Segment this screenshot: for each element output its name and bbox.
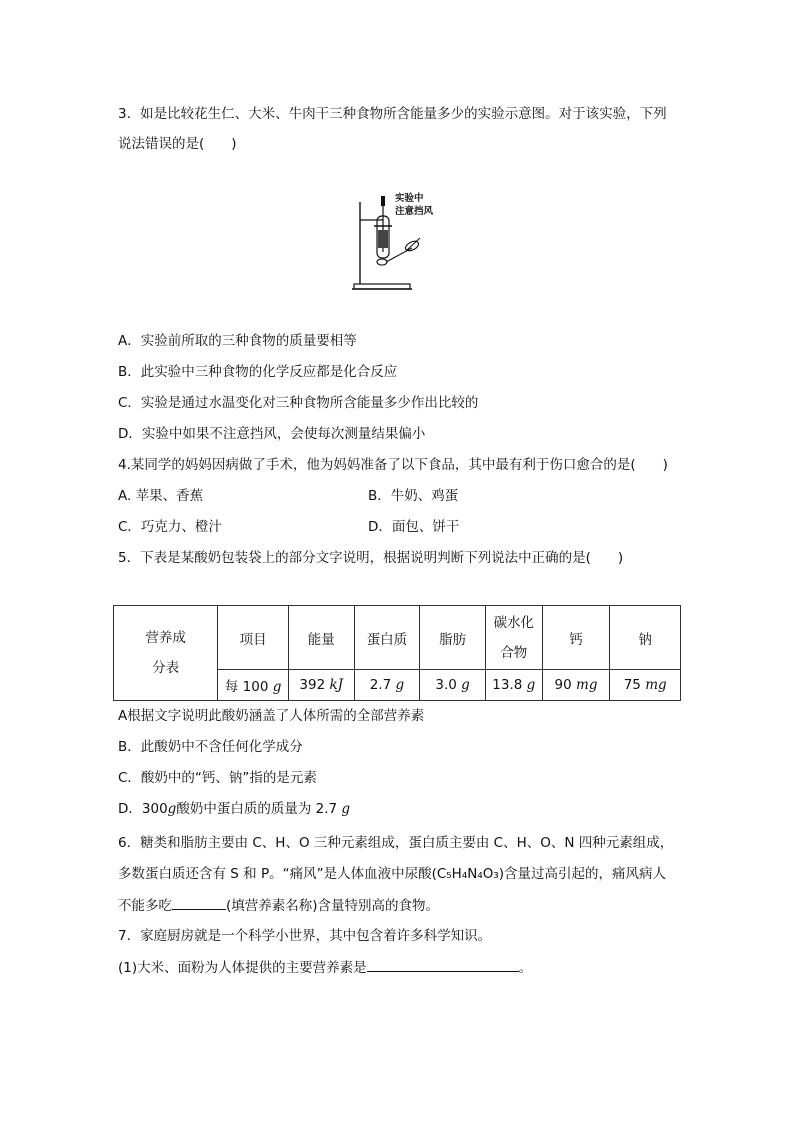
cell-fat <box>420 670 486 701</box>
q4-option-d: D．面包、饼干 <box>368 519 460 535</box>
figure-label-experiment: 实验中 <box>395 193 424 204</box>
q6-answer-blank[interactable] <box>172 895 226 910</box>
calcium-unit: mg <box>576 677 598 693</box>
rowhead-line2: 分表 <box>152 660 180 676</box>
col-carb-line2: 合物 <box>500 644 528 661</box>
q6-line1: 6．糖类和脂肪主要由 C、H、O 三种元素组成，蛋白质主要由 C、H、O、N 四种元素组成， <box>118 835 674 851</box>
figure-label-windshield: 注意挡风 <box>395 206 434 217</box>
energy-unit: kJ <box>329 677 344 693</box>
q3-stem-line1: 3．如是比较花生仁、大米、牛肉干三种食物所含能量多少的实验示意图。对于该实验，下列 <box>118 106 667 122</box>
col-item: 项目 <box>218 606 289 670</box>
protein-unit: g <box>395 677 405 693</box>
experiment-apparatus-figure <box>350 190 450 292</box>
q5-stem: 5．下表是某酸奶包装袋上的部分文字说明，根据说明判断下列说法中正确的是( ) <box>118 550 624 566</box>
cell-energy <box>288 670 354 701</box>
rowhead-line1: 营养成 <box>145 630 186 646</box>
q5-d-unit: g <box>167 801 177 817</box>
per-unit: g <box>272 679 282 695</box>
q5-option-d <box>118 799 350 819</box>
q4-option-c: C．巧克力、橙汁 <box>118 519 222 535</box>
cell-per-100g <box>218 670 289 701</box>
q3-option-c: C．实验是通过水温变化对三种食物所含能量多少作出比较的 <box>118 395 479 411</box>
table-rowhead <box>114 606 218 701</box>
q6-line3-suffix: (填营养素名称)含量特别高的食物。 <box>226 898 440 914</box>
col-carb-line1: 碳水化 <box>493 614 535 631</box>
fat-unit: g <box>461 677 470 693</box>
q7-answer-blank[interactable] <box>367 957 519 972</box>
q5-d-prefix: D．300 <box>118 801 168 817</box>
table-header-row <box>114 606 681 670</box>
q5-d-unit2: g <box>341 801 351 817</box>
col-fat: 脂肪 <box>420 606 486 670</box>
col-carb <box>485 606 542 670</box>
q6-line3-prefix: 不能多吃 <box>118 898 172 914</box>
q3-option-b: B．此实验中三种食物的化学反应都是化合反应 <box>118 364 398 380</box>
nutrition-table <box>113 605 681 701</box>
q3-option-a: A．实验前所取的三种食物的质量要相等 <box>118 333 357 349</box>
q6-line2: 多数蛋白质还含有 S 和 P。“痛风”是人体血液中尿酸(C₅H₄N₄O₃)含量过高引起的，痛风病人 <box>118 866 667 882</box>
q5-option-a: A根据文字说明此酸奶涵盖了人体所需的全部营养素 <box>118 708 425 724</box>
sodium-unit: mg <box>645 677 667 693</box>
fat-value: 3.0 <box>435 677 457 693</box>
protein-value: 2.7 <box>369 677 392 693</box>
carb-value: 13.8 <box>492 677 523 693</box>
q7-sub1-suffix: 。 <box>518 960 533 976</box>
sodium-value: 75 <box>623 677 641 693</box>
cell-sodium <box>610 670 681 701</box>
q4-option-b: B．牛奶、鸡蛋 <box>368 488 459 504</box>
q3-option-d: D．实验中如果不注意挡风，会使每次测量结果偏小 <box>118 426 426 442</box>
col-sodium: 钠 <box>610 606 681 670</box>
q4-option-a: A. 苹果、香蕉 <box>118 488 204 504</box>
q5-d-text: 酸奶中蛋白质的质量为 2.7 <box>176 801 338 817</box>
cell-carb <box>485 670 542 701</box>
carb-unit: g <box>526 677 536 693</box>
calcium-value: 90 <box>554 677 572 693</box>
energy-value: 392 <box>299 677 326 693</box>
q3-stem-line2: 说法错误的是( ) <box>118 136 237 152</box>
q5-option-b: B．此酸奶中不含任何化学成分 <box>118 739 303 755</box>
q7-sub1-prefix: (1)大米、面粉为人体提供的主要营养素是 <box>118 960 367 976</box>
per-prefix: 每 100 <box>224 679 269 695</box>
q7-stem: 7．家庭厨房就是一个科学小世界，其中包含着许多科学知识。 <box>118 928 492 944</box>
col-protein: 蛋白质 <box>354 606 420 670</box>
q4-stem: 4.某同学的妈妈因病做了手术，他为妈妈准备了以下食品，其中最有利于伤口愈合的是( ) <box>118 457 668 473</box>
cell-protein <box>354 670 420 701</box>
col-energy: 能量 <box>288 606 354 670</box>
q7-sub1 <box>118 957 532 978</box>
cell-calcium <box>542 670 610 701</box>
q6-line3 <box>118 895 439 916</box>
col-calcium: 钙 <box>542 606 610 670</box>
q5-option-c: C．酸奶中的“钙、钠”指的是元素 <box>118 770 317 786</box>
